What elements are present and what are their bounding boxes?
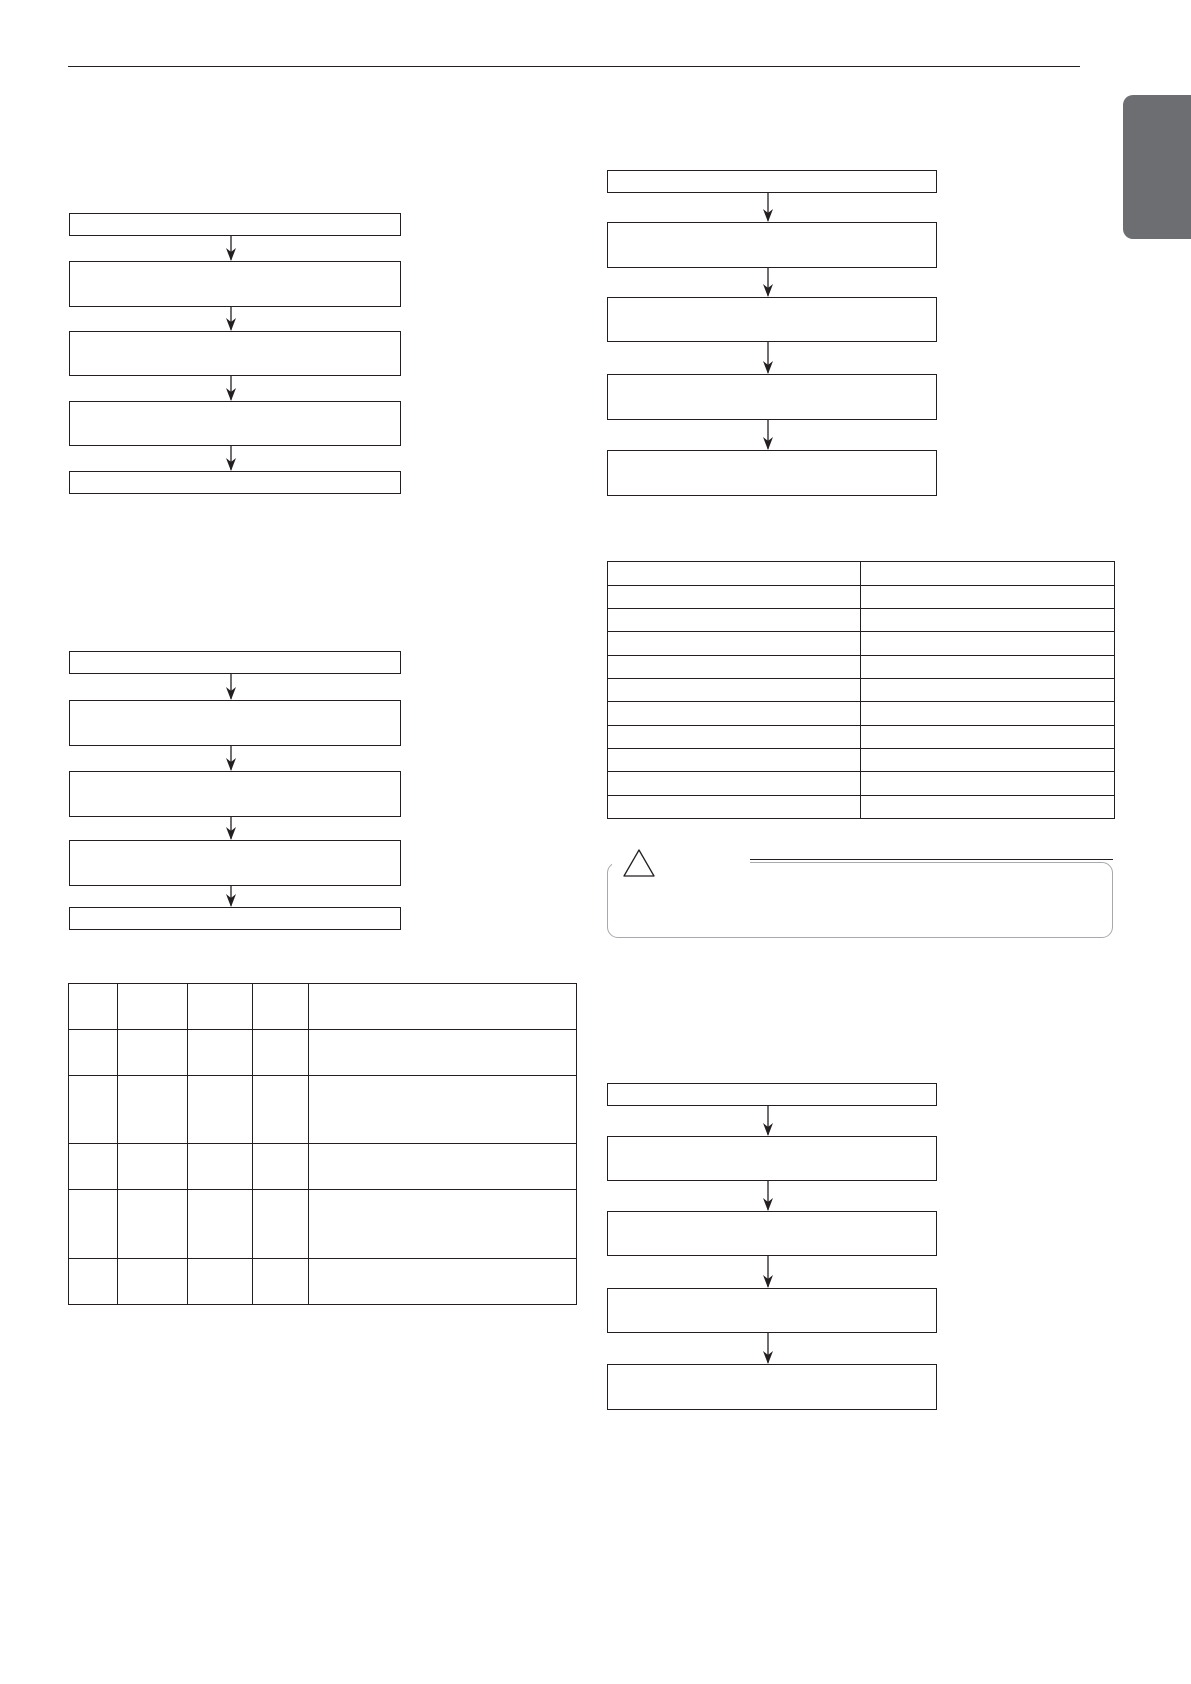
table-cell xyxy=(861,609,1115,632)
table-cell xyxy=(861,656,1115,679)
table-row xyxy=(608,679,1115,702)
flow-step xyxy=(69,840,401,886)
table-cell xyxy=(253,1030,309,1076)
flow-step xyxy=(607,1288,937,1333)
flow-step xyxy=(69,401,401,446)
table-cell xyxy=(861,796,1115,819)
table-cell xyxy=(188,1259,253,1305)
table-cell xyxy=(69,984,118,1030)
table-cell xyxy=(188,984,253,1030)
flow-arrow-icon xyxy=(224,674,238,700)
table-cell xyxy=(188,1144,253,1190)
table-row xyxy=(69,1190,577,1259)
table-row xyxy=(608,586,1115,609)
table-row xyxy=(69,984,577,1030)
table-cell xyxy=(118,1259,188,1305)
table-cell xyxy=(118,1076,188,1144)
flow-arrow-icon xyxy=(224,746,238,771)
flow-step xyxy=(69,261,401,307)
table-cell xyxy=(309,1076,577,1144)
table-cell xyxy=(188,1076,253,1144)
table-cell xyxy=(861,632,1115,656)
warning-triangle-icon xyxy=(622,848,656,878)
table-a xyxy=(68,983,577,1305)
flow-step xyxy=(607,1136,937,1181)
table-cell xyxy=(118,1144,188,1190)
table-cell xyxy=(608,749,861,772)
flow-arrow-icon xyxy=(224,886,238,907)
table-row xyxy=(608,656,1115,679)
table-cell xyxy=(253,1190,309,1259)
table-cell xyxy=(861,586,1115,609)
flow-arrow-icon xyxy=(224,817,238,840)
table-cell xyxy=(69,1259,118,1305)
table-cell xyxy=(253,1144,309,1190)
flow-step xyxy=(69,213,401,236)
flow-step xyxy=(607,1364,937,1410)
flow-arrow-icon xyxy=(761,1256,775,1288)
table-cell xyxy=(253,1259,309,1305)
table-cell xyxy=(188,1190,253,1259)
table-cell xyxy=(608,609,861,632)
flow-arrow-icon xyxy=(761,342,775,374)
flow-arrow-icon xyxy=(224,307,238,331)
table-cell xyxy=(309,984,577,1030)
table-cell xyxy=(608,632,861,656)
flow-step xyxy=(69,907,401,930)
header-rule xyxy=(68,66,1080,67)
language-side-tab xyxy=(1123,95,1191,239)
flow-step xyxy=(607,1083,937,1106)
flow-arrow-icon xyxy=(761,1181,775,1211)
table-cell xyxy=(608,796,861,819)
table-b xyxy=(607,561,1115,819)
flow-step xyxy=(69,331,401,376)
flow-step xyxy=(607,297,937,342)
table-row xyxy=(608,702,1115,726)
table-cell xyxy=(861,749,1115,772)
table-cell xyxy=(253,984,309,1030)
table-cell xyxy=(69,1144,118,1190)
table-cell xyxy=(861,562,1115,586)
caution-title-rule xyxy=(750,859,1113,860)
flow-arrow-icon xyxy=(761,1333,775,1364)
table-row xyxy=(608,609,1115,632)
table-row xyxy=(69,1144,577,1190)
table-cell xyxy=(69,1030,118,1076)
flow-step xyxy=(69,771,401,817)
caution-box xyxy=(607,862,1113,938)
table-row xyxy=(608,749,1115,772)
table-row xyxy=(608,632,1115,656)
table-cell xyxy=(309,1144,577,1190)
table-cell xyxy=(188,1030,253,1076)
table-row xyxy=(69,1030,577,1076)
table-cell xyxy=(861,702,1115,726)
table-cell xyxy=(861,679,1115,702)
flow-step xyxy=(607,170,937,193)
table-cell xyxy=(608,772,861,796)
flow-step xyxy=(607,1211,937,1256)
table-cell xyxy=(309,1190,577,1259)
table-cell xyxy=(608,726,861,749)
flow-step xyxy=(607,450,937,496)
table-cell xyxy=(608,562,861,586)
table-row xyxy=(608,562,1115,586)
flow-step xyxy=(69,651,401,674)
table-cell xyxy=(118,1030,188,1076)
flow-arrow-icon xyxy=(224,376,238,401)
table-cell xyxy=(69,1190,118,1259)
table-cell xyxy=(118,984,188,1030)
table-row xyxy=(69,1259,577,1305)
table-cell xyxy=(608,586,861,609)
table-cell xyxy=(608,679,861,702)
table-row xyxy=(608,772,1115,796)
flow-arrow-icon xyxy=(761,268,775,297)
table-row xyxy=(69,1076,577,1144)
flow-arrow-icon xyxy=(224,236,238,261)
flow-step xyxy=(69,700,401,746)
table-cell xyxy=(861,772,1115,796)
table-cell xyxy=(253,1076,309,1144)
table-cell xyxy=(861,726,1115,749)
flow-step xyxy=(607,222,937,268)
table-cell xyxy=(608,702,861,726)
flow-step xyxy=(607,374,937,420)
flow-arrow-icon xyxy=(761,1106,775,1136)
table-cell xyxy=(608,656,861,679)
flow-arrow-icon xyxy=(761,193,775,222)
table-cell xyxy=(309,1030,577,1076)
flow-arrow-icon xyxy=(761,420,775,450)
table-row xyxy=(608,726,1115,749)
flow-step xyxy=(69,471,401,494)
table-cell xyxy=(118,1190,188,1259)
table-cell xyxy=(309,1259,577,1305)
table-row xyxy=(608,796,1115,819)
table-cell xyxy=(69,1076,118,1144)
flow-arrow-icon xyxy=(224,446,238,471)
